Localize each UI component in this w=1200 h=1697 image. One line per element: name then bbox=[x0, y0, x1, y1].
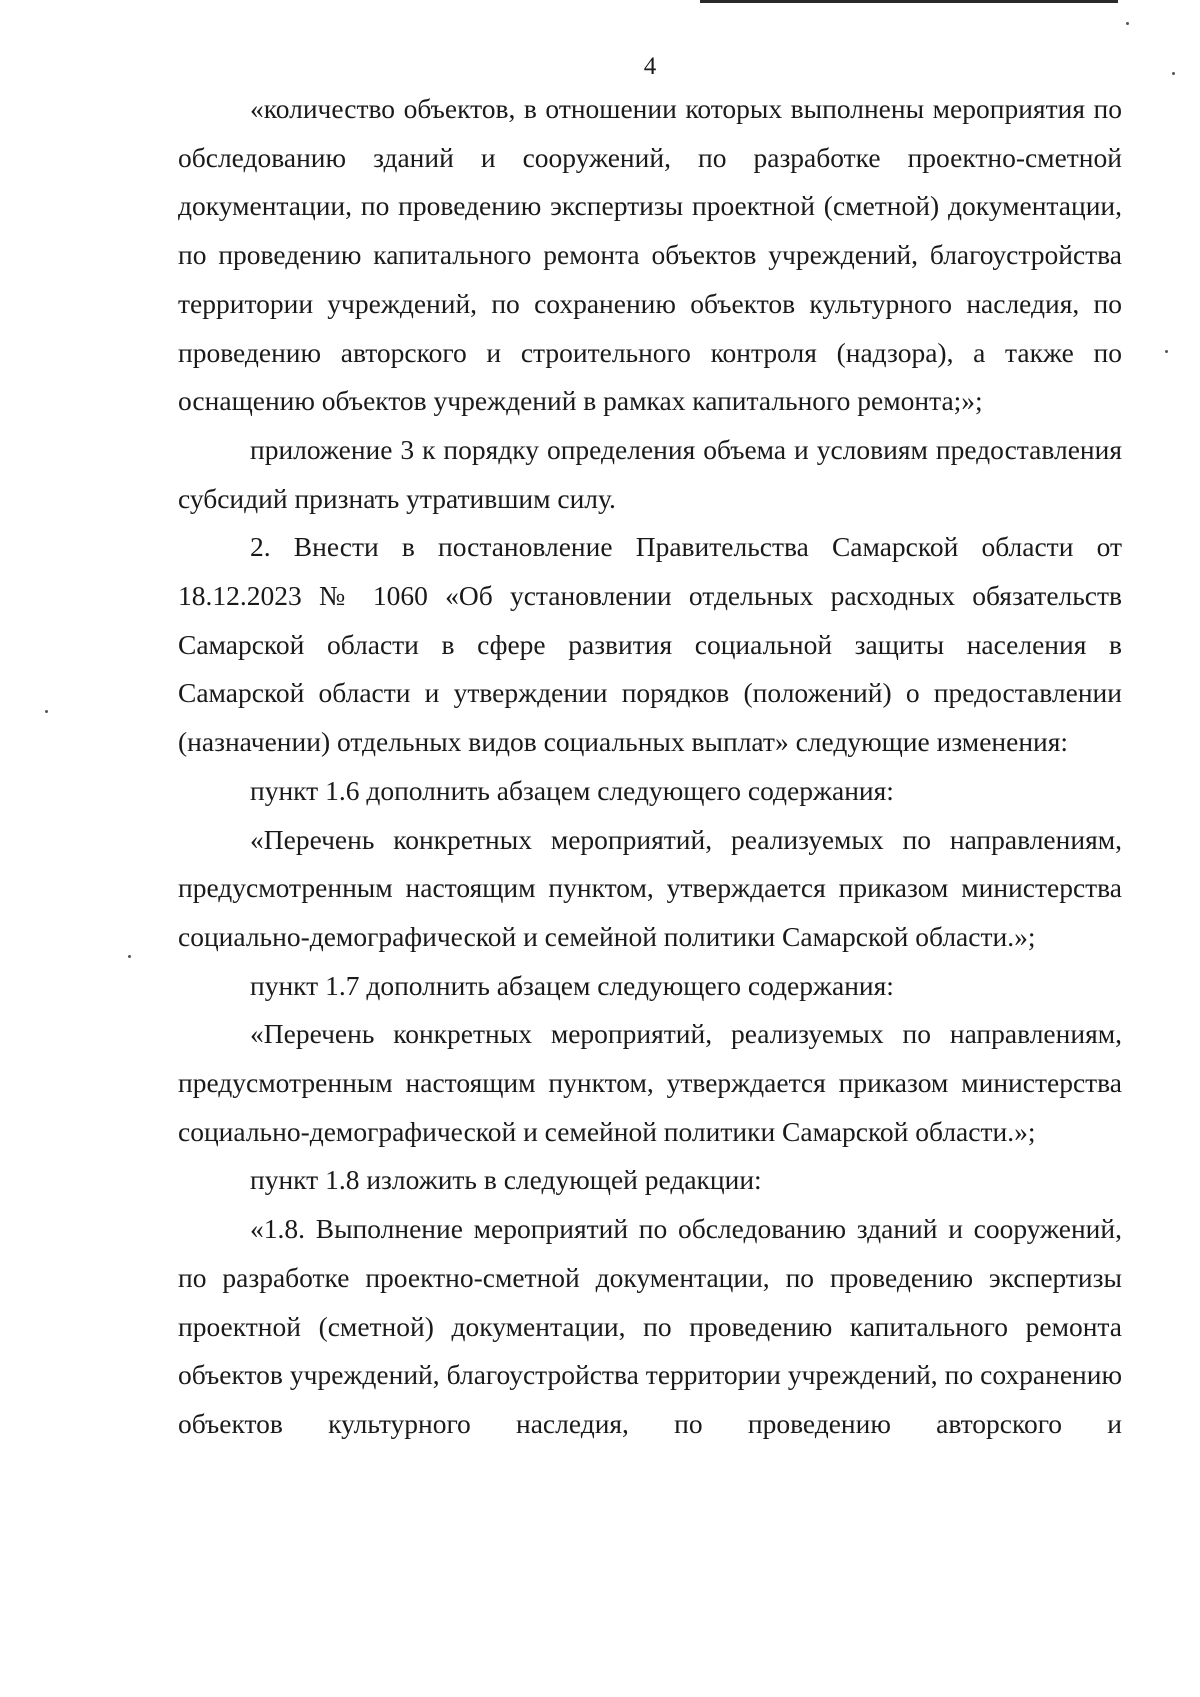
scan-speck bbox=[45, 710, 48, 713]
paragraph-item-2-amendments: 2. Внести в постановление Правительства Самарской области от 18.12.2023 № 1060 «Об установлении отдельных расходных обязательств Самарской области в сфере развития социальной защиты населения в Самарской области и утверждении порядков (положений) о предоставлении (назначении) отдельных видов социальных выплат» следующие изменения: bbox=[178, 531, 1122, 758]
scan-speck bbox=[128, 955, 131, 958]
paragraph-point-1-6-quote: «Перечень конкретных мероприятий, реализуемых по направлениям, предусмотренным настоящим пунктом, утверждается приказом министерства социально-демографической и семейной политики Самарской области.»; bbox=[178, 823, 1122, 952]
paragraph-point-1-8-quote: «1.8. Выполнение мероприятий по обследованию зданий и сооружений, по разработке проектно-сметной документации, по проведению экспертизы проектной (сметной) документации, по проведению капитального ремонта объектов учреждений, благоустройства территории учреждений, по сохранению объектов культурного наследия, по проведению авторского и bbox=[178, 1213, 1122, 1439]
scan-speck bbox=[1172, 72, 1175, 75]
paragraph-point-1-8: пункт 1.8 изложить в следующей редакции: bbox=[250, 1164, 762, 1196]
paragraph-appendix-repeal: приложение 3 к порядку определения объема и условиям предоставления субсидий признать утратившим силу. bbox=[178, 433, 1122, 514]
paragraph-point-1-7-quote: «Перечень конкретных мероприятий, реализуемых по направлениям, предусмотренным настоящим пунктом, утверждается приказом министерства социально-демографической и семейной политики Самарской области.»; bbox=[178, 1018, 1122, 1147]
paragraph-indicator-quote: «количество объектов, в отношении которых выполнены мероприятия по обследованию зданий и сооружений, по разработке проектно-сметной документации, по проведению экспертизы проектной (сметной) документации, по проведению капитального ремонта объектов учреждений, благоустройства территории учреждений, по сохранению объектов культурного наследия, по проведению авторского и строительного контроля (надзора), а также по оснащению объектов учреждений в рамках капитального ремонта;»; bbox=[178, 93, 1122, 417]
paragraph-point-1-7: пункт 1.7 дополнить абзацем следующего содержания: bbox=[250, 969, 894, 1001]
scan-speck bbox=[1165, 350, 1168, 353]
scan-speck bbox=[1126, 22, 1129, 25]
paragraph-point-1-6: пункт 1.6 дополнить абзацем следующего содержания: bbox=[250, 774, 894, 806]
page-number: 4 bbox=[643, 53, 657, 80]
document-body bbox=[178, 85, 1122, 1449]
scan-top-edge-line bbox=[700, 0, 1118, 3]
